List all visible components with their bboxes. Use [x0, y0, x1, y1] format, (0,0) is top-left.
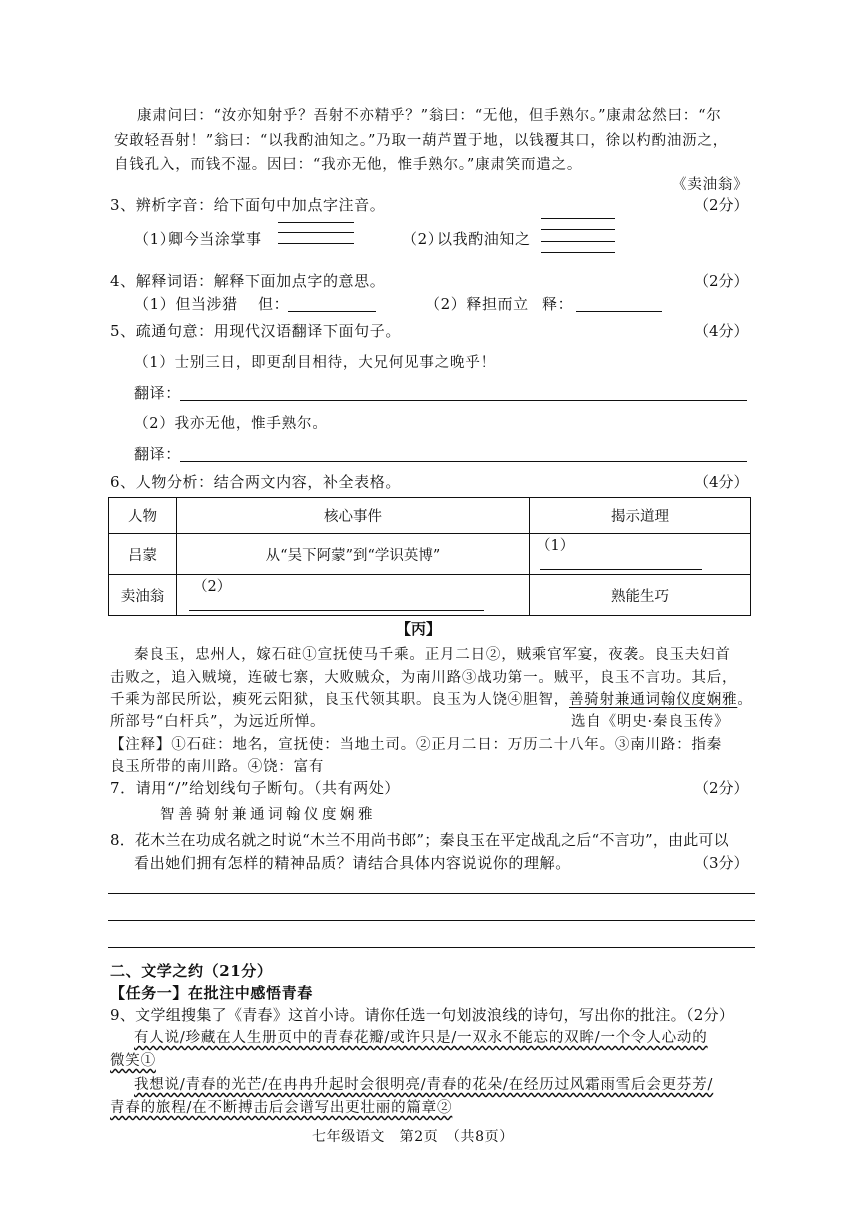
passage-c-line-3a: 千乘为部民所讼，瘐死云阳狱，良玉代领其职。良玉为人饶④胆智， [110, 692, 569, 708]
passage-c-line-3 [110, 688, 753, 709]
table-cell: 熟能生巧 [530, 575, 751, 616]
passage-b-line-1: 康肃问曰：“汝亦知射乎？吾射不亦精乎？”翁曰：“无他，但手熟尔。”康肃忿然曰：“尔 [137, 108, 722, 124]
q8-answer-line-3[interactable] [108, 947, 755, 948]
q7-title: 7．请用“/”给划线句子断句。（共有两处） [110, 779, 401, 797]
q3-answer2-line-b[interactable] [541, 229, 615, 230]
poem-line-1-cont [110, 1049, 156, 1070]
q4-item1: （1）但当涉猎 [134, 295, 238, 313]
q5-item1: （1）士别三日，即更刮目相待，大兄何见事之晚乎！ [134, 355, 496, 371]
poem-stanza-2-part-b: 青春的旅程/在不断搏击后会谱写出更壮丽的篇章② [110, 1100, 453, 1116]
q3-title: 3、辨析字音：给下面句中加点字注音。 [110, 196, 386, 214]
q9-title: 9、文学组搜集了《青春》这首小诗。请你任选一句划波浪线的诗句，写出你的批注。（2分） [110, 1006, 735, 1024]
passage-c-note-2: 良玉所带的南川路。④饶：富有 [110, 759, 325, 775]
poem-stanza-2-part-a: 我想说/青春的光芒/在冉冉升起时会很明亮/青春的花朵/在经历过风霜雨雪后会更芬芳/ [134, 1077, 714, 1093]
passage-c-line-2: 击败之，追入贼境，连破七寨，大败贼众，为南川路③战功第一。贼平，良玉不言功。其后， [110, 670, 738, 686]
q3-answer1-line-a[interactable] [278, 222, 354, 223]
poem-stanza-1-part-b: 微笑① [110, 1053, 156, 1069]
poem-line-2-cont [110, 1096, 452, 1117]
q5-translate-label-2: 翻译： [134, 445, 181, 463]
page-footer: 七年级语文 第2页 （共8页） [312, 1129, 514, 1145]
table-row [109, 575, 751, 616]
passage-c-heading: 【丙】 [396, 620, 442, 638]
q4-score: （2分） [694, 272, 749, 290]
passage-b-line-2: 安敢轻吾射！”翁曰：“以我酌油知之。”乃取一葫芦置于地，以钱覆其口，徐以杓酌油沥之， [114, 133, 729, 149]
q3-answer2-line-c[interactable] [541, 241, 615, 242]
q6-title: 6、人物分析：结合两文内容，补全表格。 [110, 473, 401, 491]
q7-sentence: 智善骑射兼通词翰仪度娴雅 [160, 807, 376, 823]
table-header-cell: 人物 [109, 498, 177, 534]
q3-score: （2分） [694, 196, 749, 214]
q4-item2-word: 释： [542, 295, 574, 313]
q3-answer2-line-d[interactable] [541, 252, 615, 253]
q6-blank1-label: （1） [536, 538, 575, 554]
q5-answer1-line[interactable] [180, 400, 747, 401]
q8-answer-line-2[interactable] [108, 920, 755, 921]
q5-title: 5、疏通句意：用现代汉语翻译下面句子。 [110, 322, 401, 340]
q6-blank1-line[interactable] [540, 555, 702, 570]
table-cell: 吕蒙 [109, 534, 177, 575]
q8-score: （3分） [694, 854, 749, 872]
passage-c-line-1: 秦良玉，忠州人，嫁石砫①宣抚使马千乘。正月二日②，贼乘官军宴，夜袭。良玉夫妇首 [134, 647, 731, 663]
q6-score: （4分） [694, 473, 749, 491]
q3-answer1-line-c[interactable] [278, 243, 354, 244]
q8-line-1: 8．花木兰在功成名就之时说“木兰不用尚书郎”；秦良玉在平定战乱之后“不言功”，由此可以 [110, 831, 729, 849]
q4-item1-word: 但： [258, 295, 290, 313]
passage-b-source: 《卖油翁》 [672, 177, 749, 193]
q4-answer2-line[interactable] [576, 311, 662, 312]
task-1-title: 【任务一】在批注中感悟青春 [110, 984, 313, 1002]
passage-c-line-4: 所部号“白杆兵”，为远近所惮。 [110, 714, 326, 730]
q3-answer2-line-a[interactable] [541, 218, 615, 219]
q3-item1-num: （1） [134, 230, 176, 248]
q4-title: 4、解释词语：解释下面加点字的意思。 [110, 272, 386, 290]
passage-b-line-3: 自钱孔入，而钱不湿。因曰：“我亦无他，惟手熟尔。”康肃笑而遣之。 [114, 157, 583, 173]
q8-answer-line-1[interactable] [108, 893, 755, 894]
q3-item1-text [168, 228, 262, 249]
table-cell[interactable] [530, 534, 751, 575]
table-row [109, 534, 751, 575]
q5-score: （4分） [694, 322, 749, 340]
q5-answer2-line[interactable] [180, 461, 747, 462]
q3-item1-sentence: 卿今当涂掌事 [168, 230, 262, 248]
passage-c-line-3c: 。 [737, 692, 753, 708]
q6-table [108, 497, 751, 616]
q5-translate-label-1: 翻译： [134, 384, 181, 402]
q3-item2-num: （2） [402, 230, 444, 248]
q4-answer1-line[interactable] [288, 311, 376, 312]
q8-line-2: 看出她们拥有怎样的精神品质？请结合具体内容说说你的理解。 [134, 854, 571, 872]
poem-line-2 [134, 1073, 713, 1094]
q3-answer1-line-b[interactable] [278, 232, 354, 233]
table-cell: 从“吴下阿蒙”到“学识英博” [177, 534, 530, 575]
table-header-cell: 核心事件 [177, 498, 530, 534]
table-cell: 卖油翁 [109, 575, 177, 616]
q7-score: （2分） [694, 779, 749, 797]
q3-item2-text: 以我酌油知之 [437, 230, 531, 248]
q6-blank2-label: （2） [193, 579, 232, 595]
passage-c-note-1: 【注释】①石砫：地名，宣抚使：当地土司。②正月二日：万历二十八年。③南川路：指秦 [110, 737, 722, 753]
table-header-row [109, 498, 751, 534]
q4-item2: （2）释担而立 [425, 295, 529, 313]
poem-line-1 [134, 1026, 708, 1047]
table-cell[interactable] [177, 575, 530, 616]
poem-stanza-1-part-a: 有人说/珍藏在人生册页中的青春花瓣/或许只是/一双永不能忘的双眸/一个令人心动的 [134, 1030, 708, 1046]
q5-item2: （2）我亦无他，惟手熟尔。 [134, 416, 328, 432]
passage-c-underlined-sentence: 善骑射兼通词翰仪度娴雅 [569, 692, 738, 708]
table-header-cell: 揭示道理 [530, 498, 751, 534]
section-2-title: 二、文学之约（21分） [110, 962, 273, 980]
passage-c-source: 选自《明史·秦良玉传》 [571, 714, 730, 730]
q6-blank2-line[interactable] [189, 596, 484, 611]
